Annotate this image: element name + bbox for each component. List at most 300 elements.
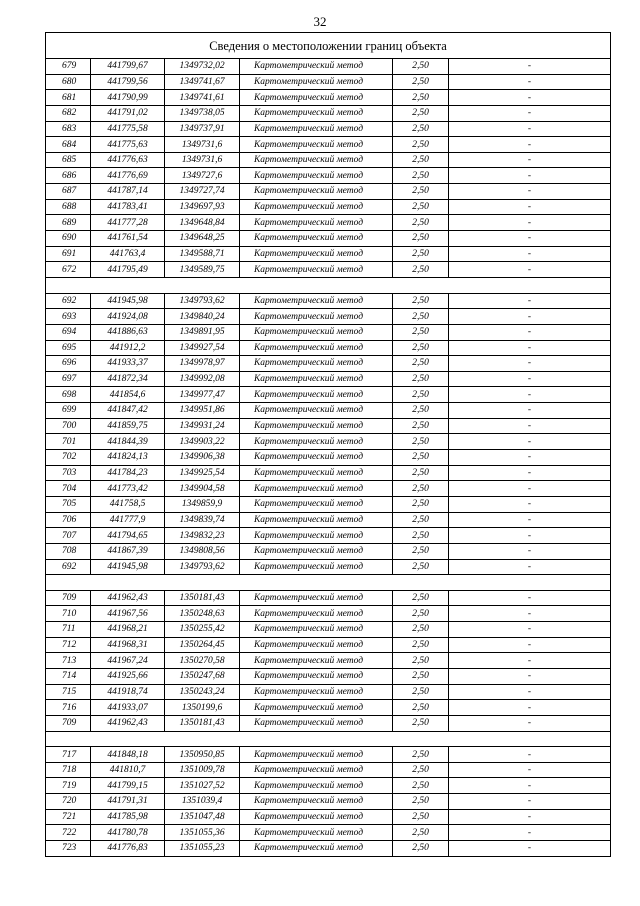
method-cell: Картометрический метод bbox=[240, 74, 393, 90]
accuracy-cell: 2,50 bbox=[393, 841, 449, 857]
table-row bbox=[46, 668, 611, 684]
description-cell: - bbox=[449, 559, 611, 575]
point-number: 716 bbox=[46, 700, 91, 716]
section-separator-row bbox=[46, 575, 611, 591]
coord-x: 441791,02 bbox=[91, 105, 165, 121]
point-number: 682 bbox=[46, 105, 91, 121]
description-cell: - bbox=[449, 324, 611, 340]
table-row bbox=[46, 309, 611, 325]
coord-y: 1350248,63 bbox=[165, 606, 240, 622]
point-number: 686 bbox=[46, 168, 91, 184]
table-row bbox=[46, 59, 611, 75]
table-row bbox=[46, 340, 611, 356]
accuracy-cell: 2,50 bbox=[393, 528, 449, 544]
method-cell: Картометрический метод bbox=[240, 434, 393, 450]
accuracy-cell: 2,50 bbox=[393, 137, 449, 153]
point-number: 679 bbox=[46, 59, 91, 75]
method-cell: Картометрический метод bbox=[240, 700, 393, 716]
coord-y: 1350255,42 bbox=[165, 622, 240, 638]
description-cell: - bbox=[449, 168, 611, 184]
description-cell: - bbox=[449, 747, 611, 763]
table-row bbox=[46, 450, 611, 466]
method-cell: Картометрический метод bbox=[240, 668, 393, 684]
table-row bbox=[46, 809, 611, 825]
table-row bbox=[46, 184, 611, 200]
table-row bbox=[46, 324, 611, 340]
coord-y: 1350181,43 bbox=[165, 715, 240, 731]
point-number: 718 bbox=[46, 762, 91, 778]
coord-x: 441962,43 bbox=[91, 715, 165, 731]
method-cell: Картометрический метод bbox=[240, 105, 393, 121]
table-row bbox=[46, 700, 611, 716]
method-cell: Картометрический метод bbox=[240, 59, 393, 75]
description-cell: - bbox=[449, 543, 611, 559]
point-number: 712 bbox=[46, 637, 91, 653]
coord-y: 1349925,54 bbox=[165, 465, 240, 481]
coord-x: 441968,21 bbox=[91, 622, 165, 638]
point-number: 693 bbox=[46, 309, 91, 325]
description-cell: - bbox=[449, 121, 611, 137]
method-cell: Картометрический метод bbox=[240, 152, 393, 168]
accuracy-cell: 2,50 bbox=[393, 199, 449, 215]
coord-y: 1350270,58 bbox=[165, 653, 240, 669]
accuracy-cell: 2,50 bbox=[393, 105, 449, 121]
table-row bbox=[46, 465, 611, 481]
accuracy-cell: 2,50 bbox=[393, 606, 449, 622]
boundary-coordinates-table bbox=[45, 32, 611, 857]
description-cell: - bbox=[449, 841, 611, 857]
coord-y: 1349832,23 bbox=[165, 528, 240, 544]
point-number: 698 bbox=[46, 387, 91, 403]
description-cell: - bbox=[449, 246, 611, 262]
point-number: 697 bbox=[46, 371, 91, 387]
method-cell: Картометрический метод bbox=[240, 293, 393, 309]
point-number: 681 bbox=[46, 90, 91, 106]
method-cell: Картометрический метод bbox=[240, 246, 393, 262]
point-number: 694 bbox=[46, 324, 91, 340]
accuracy-cell: 2,50 bbox=[393, 356, 449, 372]
accuracy-cell: 2,50 bbox=[393, 481, 449, 497]
accuracy-cell: 2,50 bbox=[393, 700, 449, 716]
coord-y: 1350181,43 bbox=[165, 590, 240, 606]
coord-y: 1349951,86 bbox=[165, 403, 240, 419]
coord-x: 441967,24 bbox=[91, 653, 165, 669]
point-number: 695 bbox=[46, 340, 91, 356]
separator-cell bbox=[46, 575, 611, 591]
point-number: 680 bbox=[46, 74, 91, 90]
coord-x: 441791,31 bbox=[91, 794, 165, 810]
method-cell: Картометрический метод bbox=[240, 324, 393, 340]
method-cell: Картометрический метод bbox=[240, 747, 393, 763]
table-row bbox=[46, 622, 611, 638]
coord-x: 441777,28 bbox=[91, 215, 165, 231]
coord-x: 441810,7 bbox=[91, 762, 165, 778]
point-number: 714 bbox=[46, 668, 91, 684]
table-row bbox=[46, 606, 611, 622]
coord-x: 441799,67 bbox=[91, 59, 165, 75]
description-cell: - bbox=[449, 794, 611, 810]
accuracy-cell: 2,50 bbox=[393, 715, 449, 731]
description-cell: - bbox=[449, 262, 611, 278]
point-number: 721 bbox=[46, 809, 91, 825]
coord-y: 1349697,93 bbox=[165, 199, 240, 215]
description-cell: - bbox=[449, 371, 611, 387]
description-cell: - bbox=[449, 105, 611, 121]
coord-y: 1349727,74 bbox=[165, 184, 240, 200]
coord-x: 441776,83 bbox=[91, 841, 165, 857]
coord-y: 1349891,95 bbox=[165, 324, 240, 340]
accuracy-cell: 2,50 bbox=[393, 496, 449, 512]
method-cell: Картометрический метод bbox=[240, 465, 393, 481]
method-cell: Картометрический метод bbox=[240, 356, 393, 372]
table-row bbox=[46, 653, 611, 669]
coord-x: 441775,63 bbox=[91, 137, 165, 153]
method-cell: Картометрический метод bbox=[240, 794, 393, 810]
table-row bbox=[46, 90, 611, 106]
coord-y: 1350243,24 bbox=[165, 684, 240, 700]
table-row bbox=[46, 105, 611, 121]
accuracy-cell: 2,50 bbox=[393, 152, 449, 168]
table-row bbox=[46, 778, 611, 794]
accuracy-cell: 2,50 bbox=[393, 762, 449, 778]
coord-x: 441783,41 bbox=[91, 199, 165, 215]
table-row bbox=[46, 246, 611, 262]
coord-y: 1349731,6 bbox=[165, 137, 240, 153]
page-number: 32 bbox=[313, 14, 327, 29]
table-row bbox=[46, 215, 611, 231]
coord-y: 1349977,47 bbox=[165, 387, 240, 403]
method-cell: Картометрический метод bbox=[240, 590, 393, 606]
accuracy-cell: 2,50 bbox=[393, 262, 449, 278]
description-cell: - bbox=[449, 465, 611, 481]
coord-y: 1349859,9 bbox=[165, 496, 240, 512]
accuracy-cell: 2,50 bbox=[393, 324, 449, 340]
description-cell: - bbox=[449, 184, 611, 200]
coord-x: 441763,4 bbox=[91, 246, 165, 262]
coord-y: 1351047,48 bbox=[165, 809, 240, 825]
coord-y: 1349738,05 bbox=[165, 105, 240, 121]
point-number: 692 bbox=[46, 293, 91, 309]
table-title: Сведения о местоположении границ объекта bbox=[46, 33, 611, 59]
method-cell: Картометрический метод bbox=[240, 762, 393, 778]
accuracy-cell: 2,50 bbox=[393, 434, 449, 450]
point-number: 687 bbox=[46, 184, 91, 200]
coord-y: 1350950,85 bbox=[165, 747, 240, 763]
description-cell: - bbox=[449, 653, 611, 669]
table-row bbox=[46, 496, 611, 512]
coord-y: 1349648,25 bbox=[165, 231, 240, 247]
description-cell: - bbox=[449, 59, 611, 75]
section-separator-row bbox=[46, 277, 611, 293]
method-cell: Картометрический метод bbox=[240, 622, 393, 638]
description-cell: - bbox=[449, 199, 611, 215]
coord-x: 441799,15 bbox=[91, 778, 165, 794]
point-number: 705 bbox=[46, 496, 91, 512]
method-cell: Картометрический метод bbox=[240, 778, 393, 794]
method-cell: Картометрический метод bbox=[240, 168, 393, 184]
accuracy-cell: 2,50 bbox=[393, 184, 449, 200]
coord-x: 441847,42 bbox=[91, 403, 165, 419]
point-number: 707 bbox=[46, 528, 91, 544]
coord-y: 1349978,97 bbox=[165, 356, 240, 372]
coord-x: 441795,49 bbox=[91, 262, 165, 278]
coord-y: 1349992,08 bbox=[165, 371, 240, 387]
coord-y: 1349588,71 bbox=[165, 246, 240, 262]
coord-y: 1349589,75 bbox=[165, 262, 240, 278]
coord-y: 1349927,54 bbox=[165, 340, 240, 356]
coord-y: 1349839,74 bbox=[165, 512, 240, 528]
table-row bbox=[46, 481, 611, 497]
table-row bbox=[46, 762, 611, 778]
point-number: 702 bbox=[46, 450, 91, 466]
table-row bbox=[46, 528, 611, 544]
coord-x: 441912,2 bbox=[91, 340, 165, 356]
table-row bbox=[46, 231, 611, 247]
point-number: 709 bbox=[46, 590, 91, 606]
accuracy-cell: 2,50 bbox=[393, 825, 449, 841]
table-row bbox=[46, 199, 611, 215]
coord-y: 1349741,67 bbox=[165, 74, 240, 90]
accuracy-cell: 2,50 bbox=[393, 512, 449, 528]
accuracy-cell: 2,50 bbox=[393, 371, 449, 387]
table-row bbox=[46, 590, 611, 606]
method-cell: Картометрический метод bbox=[240, 137, 393, 153]
table-row bbox=[46, 637, 611, 653]
method-cell: Картометрический метод bbox=[240, 606, 393, 622]
point-number: 704 bbox=[46, 481, 91, 497]
point-number: 715 bbox=[46, 684, 91, 700]
table-row bbox=[46, 403, 611, 419]
point-number: 717 bbox=[46, 747, 91, 763]
coord-x: 441761,54 bbox=[91, 231, 165, 247]
point-number: 711 bbox=[46, 622, 91, 638]
description-cell: - bbox=[449, 74, 611, 90]
table-row bbox=[46, 418, 611, 434]
coord-x: 441854,6 bbox=[91, 387, 165, 403]
table-row bbox=[46, 168, 611, 184]
table-row bbox=[46, 121, 611, 137]
description-cell: - bbox=[449, 528, 611, 544]
description-cell: - bbox=[449, 387, 611, 403]
accuracy-cell: 2,50 bbox=[393, 90, 449, 106]
coord-y: 1351009,78 bbox=[165, 762, 240, 778]
accuracy-cell: 2,50 bbox=[393, 637, 449, 653]
accuracy-cell: 2,50 bbox=[393, 121, 449, 137]
point-number: 699 bbox=[46, 403, 91, 419]
table-row bbox=[46, 152, 611, 168]
coord-x: 441780,78 bbox=[91, 825, 165, 841]
method-cell: Картометрический метод bbox=[240, 496, 393, 512]
point-number: 684 bbox=[46, 137, 91, 153]
coord-x: 441787,14 bbox=[91, 184, 165, 200]
table-row bbox=[46, 262, 611, 278]
accuracy-cell: 2,50 bbox=[393, 622, 449, 638]
description-cell: - bbox=[449, 481, 611, 497]
point-number: 713 bbox=[46, 653, 91, 669]
table-row bbox=[46, 715, 611, 731]
coord-x: 441790,99 bbox=[91, 90, 165, 106]
description-cell: - bbox=[449, 684, 611, 700]
coord-y: 1349741,61 bbox=[165, 90, 240, 106]
coord-x: 441758,5 bbox=[91, 496, 165, 512]
accuracy-cell: 2,50 bbox=[393, 246, 449, 262]
method-cell: Картометрический метод bbox=[240, 418, 393, 434]
method-cell: Картометрический метод bbox=[240, 90, 393, 106]
table-row bbox=[46, 512, 611, 528]
description-cell: - bbox=[449, 293, 611, 309]
coord-y: 1349648,84 bbox=[165, 215, 240, 231]
accuracy-cell: 2,50 bbox=[393, 809, 449, 825]
point-number: 719 bbox=[46, 778, 91, 794]
method-cell: Картометрический метод bbox=[240, 340, 393, 356]
accuracy-cell: 2,50 bbox=[393, 684, 449, 700]
coord-x: 441924,08 bbox=[91, 309, 165, 325]
method-cell: Картометрический метод bbox=[240, 841, 393, 857]
point-number: 720 bbox=[46, 794, 91, 810]
point-number: 722 bbox=[46, 825, 91, 841]
method-cell: Картометрический метод bbox=[240, 215, 393, 231]
coord-x: 441962,43 bbox=[91, 590, 165, 606]
coord-y: 1349903,22 bbox=[165, 434, 240, 450]
table-row bbox=[46, 684, 611, 700]
coord-y: 1349808,56 bbox=[165, 543, 240, 559]
accuracy-cell: 2,50 bbox=[393, 309, 449, 325]
description-cell: - bbox=[449, 137, 611, 153]
coord-x: 441776,69 bbox=[91, 168, 165, 184]
table-row bbox=[46, 371, 611, 387]
separator-cell bbox=[46, 277, 611, 293]
accuracy-cell: 2,50 bbox=[393, 293, 449, 309]
accuracy-cell: 2,50 bbox=[393, 215, 449, 231]
point-number: 723 bbox=[46, 841, 91, 857]
coord-x: 441848,18 bbox=[91, 747, 165, 763]
accuracy-cell: 2,50 bbox=[393, 590, 449, 606]
point-number: 690 bbox=[46, 231, 91, 247]
accuracy-cell: 2,50 bbox=[393, 387, 449, 403]
table-row bbox=[46, 543, 611, 559]
accuracy-cell: 2,50 bbox=[393, 465, 449, 481]
point-number: 685 bbox=[46, 152, 91, 168]
description-cell: - bbox=[449, 825, 611, 841]
description-cell: - bbox=[449, 809, 611, 825]
description-cell: - bbox=[449, 606, 611, 622]
coord-y: 1351055,36 bbox=[165, 825, 240, 841]
method-cell: Картометрический метод bbox=[240, 715, 393, 731]
point-number: 708 bbox=[46, 543, 91, 559]
coord-y: 1351055,23 bbox=[165, 841, 240, 857]
separator-cell bbox=[46, 731, 611, 747]
coord-x: 441777,9 bbox=[91, 512, 165, 528]
description-cell: - bbox=[449, 90, 611, 106]
point-number: 691 bbox=[46, 246, 91, 262]
description-cell: - bbox=[449, 715, 611, 731]
description-cell: - bbox=[449, 215, 611, 231]
point-number: 706 bbox=[46, 512, 91, 528]
coord-y: 1349931,24 bbox=[165, 418, 240, 434]
coord-y: 1349906,38 bbox=[165, 450, 240, 466]
coord-x: 441824,13 bbox=[91, 450, 165, 466]
table-row bbox=[46, 434, 611, 450]
description-cell: - bbox=[449, 403, 611, 419]
accuracy-cell: 2,50 bbox=[393, 59, 449, 75]
method-cell: Картометрический метод bbox=[240, 121, 393, 137]
description-cell: - bbox=[449, 152, 611, 168]
coord-x: 441933,37 bbox=[91, 356, 165, 372]
method-cell: Картометрический метод bbox=[240, 450, 393, 466]
description-cell: - bbox=[449, 590, 611, 606]
method-cell: Картометрический метод bbox=[240, 809, 393, 825]
accuracy-cell: 2,50 bbox=[393, 653, 449, 669]
coord-x: 441776,63 bbox=[91, 152, 165, 168]
accuracy-cell: 2,50 bbox=[393, 794, 449, 810]
accuracy-cell: 2,50 bbox=[393, 418, 449, 434]
table-row bbox=[46, 794, 611, 810]
method-cell: Картометрический метод bbox=[240, 231, 393, 247]
point-number: 700 bbox=[46, 418, 91, 434]
coord-x: 441945,98 bbox=[91, 293, 165, 309]
description-cell: - bbox=[449, 356, 611, 372]
point-number: 696 bbox=[46, 356, 91, 372]
coord-x: 441773,42 bbox=[91, 481, 165, 497]
coord-x: 441886,63 bbox=[91, 324, 165, 340]
coord-x: 441785,98 bbox=[91, 809, 165, 825]
accuracy-cell: 2,50 bbox=[393, 668, 449, 684]
description-cell: - bbox=[449, 450, 611, 466]
coord-y: 1350264,45 bbox=[165, 637, 240, 653]
accuracy-cell: 2,50 bbox=[393, 543, 449, 559]
description-cell: - bbox=[449, 418, 611, 434]
accuracy-cell: 2,50 bbox=[393, 778, 449, 794]
point-number: 692 bbox=[46, 559, 91, 575]
coord-y: 1349793,62 bbox=[165, 559, 240, 575]
method-cell: Картометрический метод bbox=[240, 262, 393, 278]
point-number: 689 bbox=[46, 215, 91, 231]
method-cell: Картометрический метод bbox=[240, 653, 393, 669]
method-cell: Картометрический метод bbox=[240, 528, 393, 544]
coord-x: 441967,56 bbox=[91, 606, 165, 622]
method-cell: Картометрический метод bbox=[240, 387, 393, 403]
method-cell: Картометрический метод bbox=[240, 825, 393, 841]
description-cell: - bbox=[449, 309, 611, 325]
method-cell: Картометрический метод bbox=[240, 559, 393, 575]
description-cell: - bbox=[449, 434, 611, 450]
table-row bbox=[46, 559, 611, 575]
coord-y: 1351027,52 bbox=[165, 778, 240, 794]
method-cell: Картометрический метод bbox=[240, 481, 393, 497]
point-number: 701 bbox=[46, 434, 91, 450]
method-cell: Картометрический метод bbox=[240, 371, 393, 387]
coord-y: 1349727,6 bbox=[165, 168, 240, 184]
method-cell: Картометрический метод bbox=[240, 184, 393, 200]
description-cell: - bbox=[449, 668, 611, 684]
point-number: 709 bbox=[46, 715, 91, 731]
accuracy-cell: 2,50 bbox=[393, 747, 449, 763]
coord-y: 1349732,02 bbox=[165, 59, 240, 75]
description-cell: - bbox=[449, 637, 611, 653]
description-cell: - bbox=[449, 778, 611, 794]
description-cell: - bbox=[449, 231, 611, 247]
coord-y: 1349793,62 bbox=[165, 293, 240, 309]
coord-x: 441775,58 bbox=[91, 121, 165, 137]
coord-x: 441844,39 bbox=[91, 434, 165, 450]
table-row bbox=[46, 74, 611, 90]
coord-x: 441867,39 bbox=[91, 543, 165, 559]
description-cell: - bbox=[449, 512, 611, 528]
description-cell: - bbox=[449, 340, 611, 356]
table-row bbox=[46, 841, 611, 857]
accuracy-cell: 2,50 bbox=[393, 340, 449, 356]
accuracy-cell: 2,50 bbox=[393, 559, 449, 575]
